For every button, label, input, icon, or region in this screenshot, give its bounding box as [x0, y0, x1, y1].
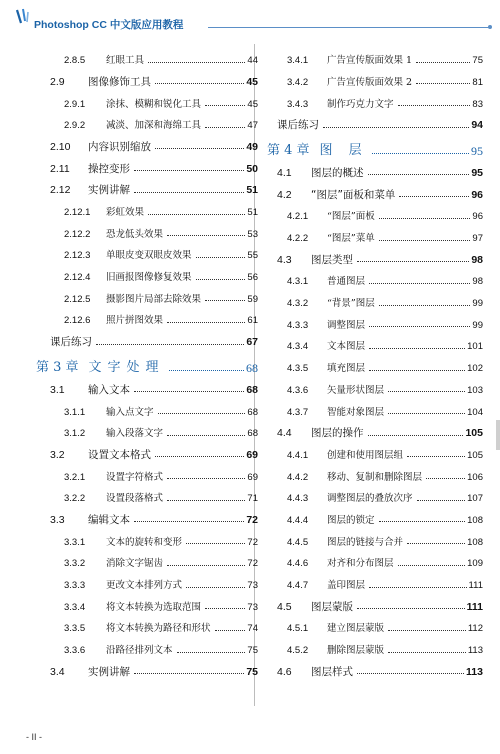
page-ref: 71	[247, 493, 258, 505]
section-title: 矢量形状图层	[327, 384, 385, 396]
page-ref: 102	[467, 363, 483, 375]
section-title: 设置文本格式	[88, 448, 151, 461]
dot-leader	[416, 83, 470, 84]
dot-leader	[369, 326, 470, 327]
dot-leader	[205, 127, 245, 128]
page-ref: 94	[471, 119, 483, 132]
toc-entry-row	[30, 87, 258, 109]
dot-leader	[167, 478, 245, 479]
dot-leader	[167, 435, 245, 436]
section-title: 普通图层	[327, 276, 366, 288]
section-number: 3.3.6	[64, 645, 86, 657]
toc-entry-row	[263, 309, 483, 331]
section-number: 4.3.4	[287, 341, 309, 353]
section-number: 4.4.5	[287, 536, 309, 548]
chapter-number: 第 3 章	[36, 359, 79, 375]
toc-entry-row	[30, 283, 258, 305]
page-ref: 69	[246, 448, 258, 461]
section-number: 4.5.1	[287, 623, 309, 635]
section-number: 4.2.1	[287, 211, 309, 223]
page-ref: 45	[247, 98, 258, 110]
toc-entry-row	[263, 157, 483, 179]
section-number: 3.1	[50, 383, 65, 396]
page-ref: 83	[472, 98, 483, 110]
section-title: 图层蒙版	[311, 600, 353, 613]
dot-leader	[398, 105, 471, 106]
dot-leader	[205, 105, 245, 106]
section-title: 图层的链接与合并	[327, 536, 404, 548]
page-ref: 68	[247, 406, 258, 418]
dot-leader	[369, 283, 470, 284]
section-title: 彩虹效果	[106, 207, 145, 218]
dot-leader	[196, 279, 246, 280]
dot-leader	[205, 300, 245, 301]
header-rule	[208, 27, 490, 28]
toc-chapter-row	[263, 131, 483, 157]
toc-right-column	[263, 44, 483, 677]
toc-entry-row	[263, 66, 483, 88]
dot-leader	[148, 214, 245, 215]
dot-leader	[426, 478, 465, 479]
toc-entry-row	[30, 417, 258, 439]
chapter-title: 图 层	[319, 142, 368, 158]
dot-leader	[323, 127, 469, 128]
toc-entry-row	[30, 174, 258, 196]
toc-entry-row	[30, 261, 258, 283]
page-ref: 73	[247, 580, 258, 591]
section-title: 智能对象图层	[327, 406, 385, 418]
section-title: “图层”菜单	[327, 233, 375, 244]
page-ref: 51	[247, 207, 258, 218]
section-number: 4.3.7	[287, 406, 309, 418]
section-number: 4.5.2	[287, 645, 309, 657]
dot-leader	[407, 456, 465, 457]
page-ref: 98	[472, 276, 483, 288]
section-number: 3.1.2	[64, 428, 86, 440]
dot-leader	[379, 521, 466, 522]
section-number: 3.3	[50, 513, 65, 526]
section-title: 输入点文字	[106, 406, 154, 418]
section-number: 4.1	[277, 166, 292, 179]
toc-entry-row	[30, 196, 258, 218]
section-number: 4.2	[277, 188, 292, 201]
toc-entry-row	[30, 482, 258, 504]
section-number: 3.4.1	[287, 55, 309, 67]
page-ref: 99	[472, 319, 483, 331]
page-ref: 75	[246, 665, 258, 678]
dot-leader	[134, 192, 244, 193]
section-number: 3.1.1	[64, 406, 86, 418]
page-header	[0, 0, 500, 40]
toc-entry-row	[30, 326, 258, 348]
section-title: 操控变形	[88, 162, 130, 175]
section-title: 沿路径排列文本	[106, 645, 173, 657]
page-ref: 74	[247, 623, 258, 635]
toc-entry-row	[30, 66, 258, 88]
section-number: 4.5	[277, 600, 292, 613]
section-title: 旧画报图像修复效果	[106, 272, 192, 284]
section-number: 3.3.1	[64, 536, 86, 548]
section-title: 实例讲解	[88, 665, 130, 678]
dot-leader	[372, 153, 469, 154]
toc-left-column	[30, 44, 258, 677]
toc-entry-row	[263, 569, 483, 591]
section-title: “图层”面板	[327, 211, 375, 223]
section-number: 3.4.3	[287, 98, 309, 110]
page-ref: 53	[247, 228, 258, 240]
page-ref: 49	[246, 140, 258, 153]
page-ref: 73	[247, 601, 258, 613]
dot-leader	[167, 565, 245, 566]
section-number: 3.3.5	[64, 623, 86, 635]
section-title: 图像修饰工具	[88, 75, 151, 88]
section-number: 2.9	[50, 75, 65, 88]
toc-entry-row	[263, 460, 483, 482]
page-ref: 105	[465, 427, 483, 440]
toc-entry-row	[30, 239, 258, 261]
book-title: Photoshop CC 中文版应用教程	[34, 19, 184, 31]
page-ref: 109	[467, 558, 483, 570]
toc-entry-row	[263, 44, 483, 66]
toc-entry-row	[30, 547, 258, 569]
toc-entry-row	[30, 525, 258, 547]
page-ref: 108	[467, 514, 483, 526]
page-ref: 113	[466, 665, 483, 678]
toc-entry-row	[263, 525, 483, 547]
toc-entry-row	[263, 482, 483, 504]
toc-entry-row	[263, 374, 483, 396]
section-title: 恐龙低头效果	[106, 228, 164, 240]
dot-leader	[186, 587, 245, 588]
toc-entry-row	[30, 569, 258, 591]
toc-entry-row	[30, 131, 258, 153]
page-ref: 72	[247, 558, 258, 570]
section-number: 3.2	[50, 448, 65, 461]
section-title: 输入文本	[88, 383, 130, 396]
section-number: 4.2.2	[287, 233, 309, 244]
dot-leader	[416, 62, 470, 63]
toc-entry-row	[30, 152, 258, 174]
dot-leader	[369, 348, 465, 349]
toc-entry-row	[263, 200, 483, 222]
toc-entry-row	[263, 612, 483, 634]
toc-chapter-row	[30, 348, 258, 374]
section-number: 4.3.1	[287, 276, 309, 288]
page-ref: 45	[246, 75, 258, 88]
section-number: 2.12.3	[64, 250, 91, 262]
page-ref: 97	[472, 233, 483, 244]
page-ref: 99	[472, 298, 483, 310]
dot-leader	[134, 521, 244, 522]
page-ref: 98	[471, 253, 483, 266]
page-ref: 67	[246, 336, 258, 349]
dot-leader	[167, 500, 245, 501]
toc-entry-row	[263, 287, 483, 309]
section-number: 2.9.1	[64, 98, 86, 110]
toc-entry-row	[30, 460, 258, 482]
toc-entry-row	[263, 547, 483, 569]
section-number: 4.4.6	[287, 558, 309, 570]
page-ref: 106	[467, 471, 483, 483]
dot-leader	[134, 391, 244, 392]
section-title: 课后练习	[50, 336, 92, 349]
section-title: 摄影图片局部去除效果	[106, 293, 202, 305]
page-ref: 113	[467, 645, 483, 657]
page-ref: 50	[246, 162, 258, 175]
dot-leader	[388, 391, 465, 392]
dot-leader	[357, 673, 464, 674]
section-title: 图层类型	[311, 253, 353, 266]
toc-entry-row	[263, 222, 483, 244]
section-number: 3.4.2	[287, 76, 309, 88]
section-title: 移动、复制和删除图层	[327, 471, 423, 483]
toc-entry-row	[263, 87, 483, 109]
section-number: 4.3.2	[287, 298, 309, 310]
section-title: 更改文本排列方式	[106, 580, 183, 591]
toc-entry-row	[30, 504, 258, 526]
dot-leader	[148, 62, 245, 63]
page-ref: 44	[247, 55, 258, 67]
page-ref: 104	[467, 406, 483, 418]
dot-leader	[158, 413, 246, 414]
dot-leader	[134, 170, 244, 171]
toc-entry-row	[263, 656, 483, 678]
dot-leader	[215, 630, 246, 631]
toc-entry-row	[263, 395, 483, 417]
dot-leader	[155, 148, 244, 149]
section-number: 4.3	[277, 253, 292, 266]
dot-leader	[388, 413, 465, 414]
header-rule-end	[488, 25, 492, 29]
toc-entry-row	[30, 656, 258, 678]
section-number: 4.3.6	[287, 384, 309, 396]
dot-leader	[379, 218, 471, 219]
section-number: 2.12	[50, 184, 71, 197]
page-ref: 112	[467, 623, 483, 635]
section-title: 课后练习	[277, 119, 319, 132]
section-number: 4.3.3	[287, 319, 309, 331]
dot-leader	[167, 235, 245, 236]
section-title: 广告宣传版面效果 1	[327, 55, 413, 67]
section-title: 建立图层蒙版	[327, 623, 385, 635]
page-number: - II -	[26, 732, 42, 742]
dot-leader	[177, 652, 246, 653]
section-number: 4.4.3	[287, 493, 309, 505]
section-title: 广告宣传版面效果 2	[327, 76, 413, 88]
section-title: 制作巧克力文字	[327, 98, 394, 110]
section-title: 文本的旋转和变形	[106, 536, 183, 548]
section-title: “图层”面板和菜单	[311, 188, 396, 201]
section-number: 3.3.2	[64, 558, 86, 570]
toc-entry-row	[263, 352, 483, 374]
section-title: 将文本转换为路径和形状	[106, 623, 211, 635]
page-ref: 111	[466, 600, 483, 613]
toc-entry-row	[30, 109, 258, 131]
section-title: 删除图层蒙版	[327, 645, 385, 657]
dot-leader	[379, 305, 471, 306]
toc-entry-row	[263, 109, 483, 131]
toc-entry-row	[30, 374, 258, 396]
dot-leader	[357, 261, 469, 262]
section-title: 消除文字锯齿	[106, 558, 164, 570]
toc-entry-row	[30, 218, 258, 240]
section-title: 涂抹、模糊和锐化工具	[106, 98, 202, 110]
dot-leader	[369, 370, 465, 371]
toc-entry-row	[263, 504, 483, 526]
dot-leader	[167, 322, 245, 323]
page-ref: 72	[247, 536, 258, 548]
page-ref: 75	[247, 645, 258, 657]
page-ref: 51	[246, 184, 258, 197]
section-title: 调整图层	[327, 319, 366, 331]
section-title: 图层的操作	[311, 427, 364, 440]
dot-leader	[379, 240, 471, 241]
section-number: 3.2.2	[64, 493, 86, 505]
section-title: 内容识别缩放	[88, 140, 151, 153]
dot-leader	[186, 543, 245, 544]
page-ref: 108	[467, 536, 483, 548]
toc-entry-row	[263, 417, 483, 439]
page-ref: 107	[467, 493, 483, 505]
dot-leader	[196, 257, 246, 258]
toc-entry-row	[30, 44, 258, 66]
toc-entry-row	[263, 244, 483, 266]
section-title: 编辑文本	[88, 513, 130, 526]
section-number: 4.3.5	[287, 363, 309, 375]
page-ref: 81	[472, 76, 483, 88]
section-title: 调整图层的叠放次序	[327, 493, 413, 505]
toc-entry-row	[30, 634, 258, 656]
section-title: 单眼皮变双眼皮效果	[106, 250, 192, 262]
section-title: 实例讲解	[88, 184, 130, 197]
dot-leader	[134, 673, 244, 674]
section-number: 2.12.2	[64, 228, 91, 240]
section-number: 4.4.2	[287, 471, 309, 483]
page-edge-mark	[496, 420, 500, 450]
page-ref: 68	[246, 360, 258, 375]
toc-entry-row	[263, 591, 483, 613]
page-ref: 103	[467, 384, 483, 396]
section-title: 文本图层	[327, 341, 366, 353]
section-number: 2.9.2	[64, 120, 86, 132]
section-number: 3.3.3	[64, 580, 86, 591]
section-title: “背景”图层	[327, 298, 375, 310]
section-number: 4.4.7	[287, 580, 309, 591]
page-ref: 68	[246, 383, 258, 396]
dot-leader	[155, 83, 244, 84]
dot-leader	[155, 456, 244, 457]
section-title: 创建和使用图层组	[327, 449, 404, 461]
page-ref: 72	[246, 513, 258, 526]
section-number: 2.12.1	[64, 207, 91, 218]
dot-leader	[399, 196, 469, 197]
page-ref: 96	[472, 211, 483, 223]
page-ref: 59	[247, 293, 258, 305]
section-number: 2.10	[50, 140, 71, 153]
dot-leader	[417, 500, 466, 501]
page-ref: 96	[471, 188, 483, 201]
section-title: 盖印图层	[327, 580, 366, 591]
page-ref: 61	[247, 315, 258, 327]
toc-entry-row	[263, 330, 483, 352]
toc-entry-row	[263, 634, 483, 656]
toc-entry-row	[30, 591, 258, 613]
section-title: 设置字符格式	[106, 471, 164, 483]
section-number: 4.6	[277, 665, 292, 678]
section-number: 2.12.5	[64, 293, 91, 305]
section-number: 2.11	[50, 162, 70, 175]
page-ref: 47	[247, 120, 258, 132]
dot-leader	[369, 587, 467, 588]
page-ref: 69	[247, 471, 258, 483]
dot-leader	[398, 565, 466, 566]
chapter-number: 第 4 章	[267, 142, 310, 158]
dot-leader	[368, 174, 470, 175]
page-ref: 68	[247, 428, 258, 440]
section-number: 4.4.1	[287, 449, 309, 461]
dot-leader	[169, 370, 244, 371]
toc-entry-row	[263, 265, 483, 287]
section-number: 2.12.6	[64, 315, 91, 327]
section-number: 4.4	[277, 427, 292, 440]
dot-leader	[368, 435, 464, 436]
toc-entry-row	[263, 178, 483, 200]
section-title: 照片拼图效果	[106, 315, 164, 327]
dot-leader	[407, 543, 465, 544]
toc-entry-row	[263, 439, 483, 461]
dot-leader	[205, 608, 245, 609]
section-number: 4.4.4	[287, 514, 309, 526]
toc-entry-row	[30, 304, 258, 326]
section-title: 输入段落文字	[106, 428, 164, 440]
page-ref: 75	[472, 55, 483, 67]
toc-entry-row	[30, 439, 258, 461]
section-title: 图层的概述	[311, 166, 364, 179]
section-title: 图层的锁定	[327, 514, 375, 526]
dot-leader	[388, 630, 466, 631]
section-number: 3.2.1	[64, 471, 86, 483]
section-number: 3.4	[50, 665, 65, 678]
toc-entry-row	[30, 612, 258, 634]
dot-leader	[357, 608, 465, 609]
page-ref: 111	[468, 580, 483, 591]
page-ref: 95	[471, 143, 483, 158]
section-title: 图层样式	[311, 665, 353, 678]
section-title: 填充图层	[327, 363, 366, 375]
page-ref: 55	[247, 250, 258, 262]
section-title: 红眼工具	[106, 55, 145, 67]
dot-leader	[388, 652, 466, 653]
section-title: 减淡、加深和海绵工具	[106, 120, 202, 132]
section-number: 2.12.4	[64, 272, 91, 284]
page-ref: 56	[247, 272, 258, 284]
chapter-title: 文字处理	[88, 359, 165, 375]
section-title: 对齐和分布图层	[327, 558, 394, 570]
section-title: 将文本转换为选取范围	[106, 601, 202, 613]
section-title: 设置段落格式	[106, 493, 164, 505]
toc-entry-row	[30, 395, 258, 417]
section-number: 2.8.5	[64, 55, 86, 67]
page-ref: 101	[467, 341, 483, 353]
dot-leader	[96, 344, 244, 345]
book-logo-icon	[14, 7, 32, 27]
page-ref: 95	[471, 166, 483, 179]
page-ref: 105	[467, 449, 483, 461]
section-number: 3.3.4	[64, 601, 86, 613]
